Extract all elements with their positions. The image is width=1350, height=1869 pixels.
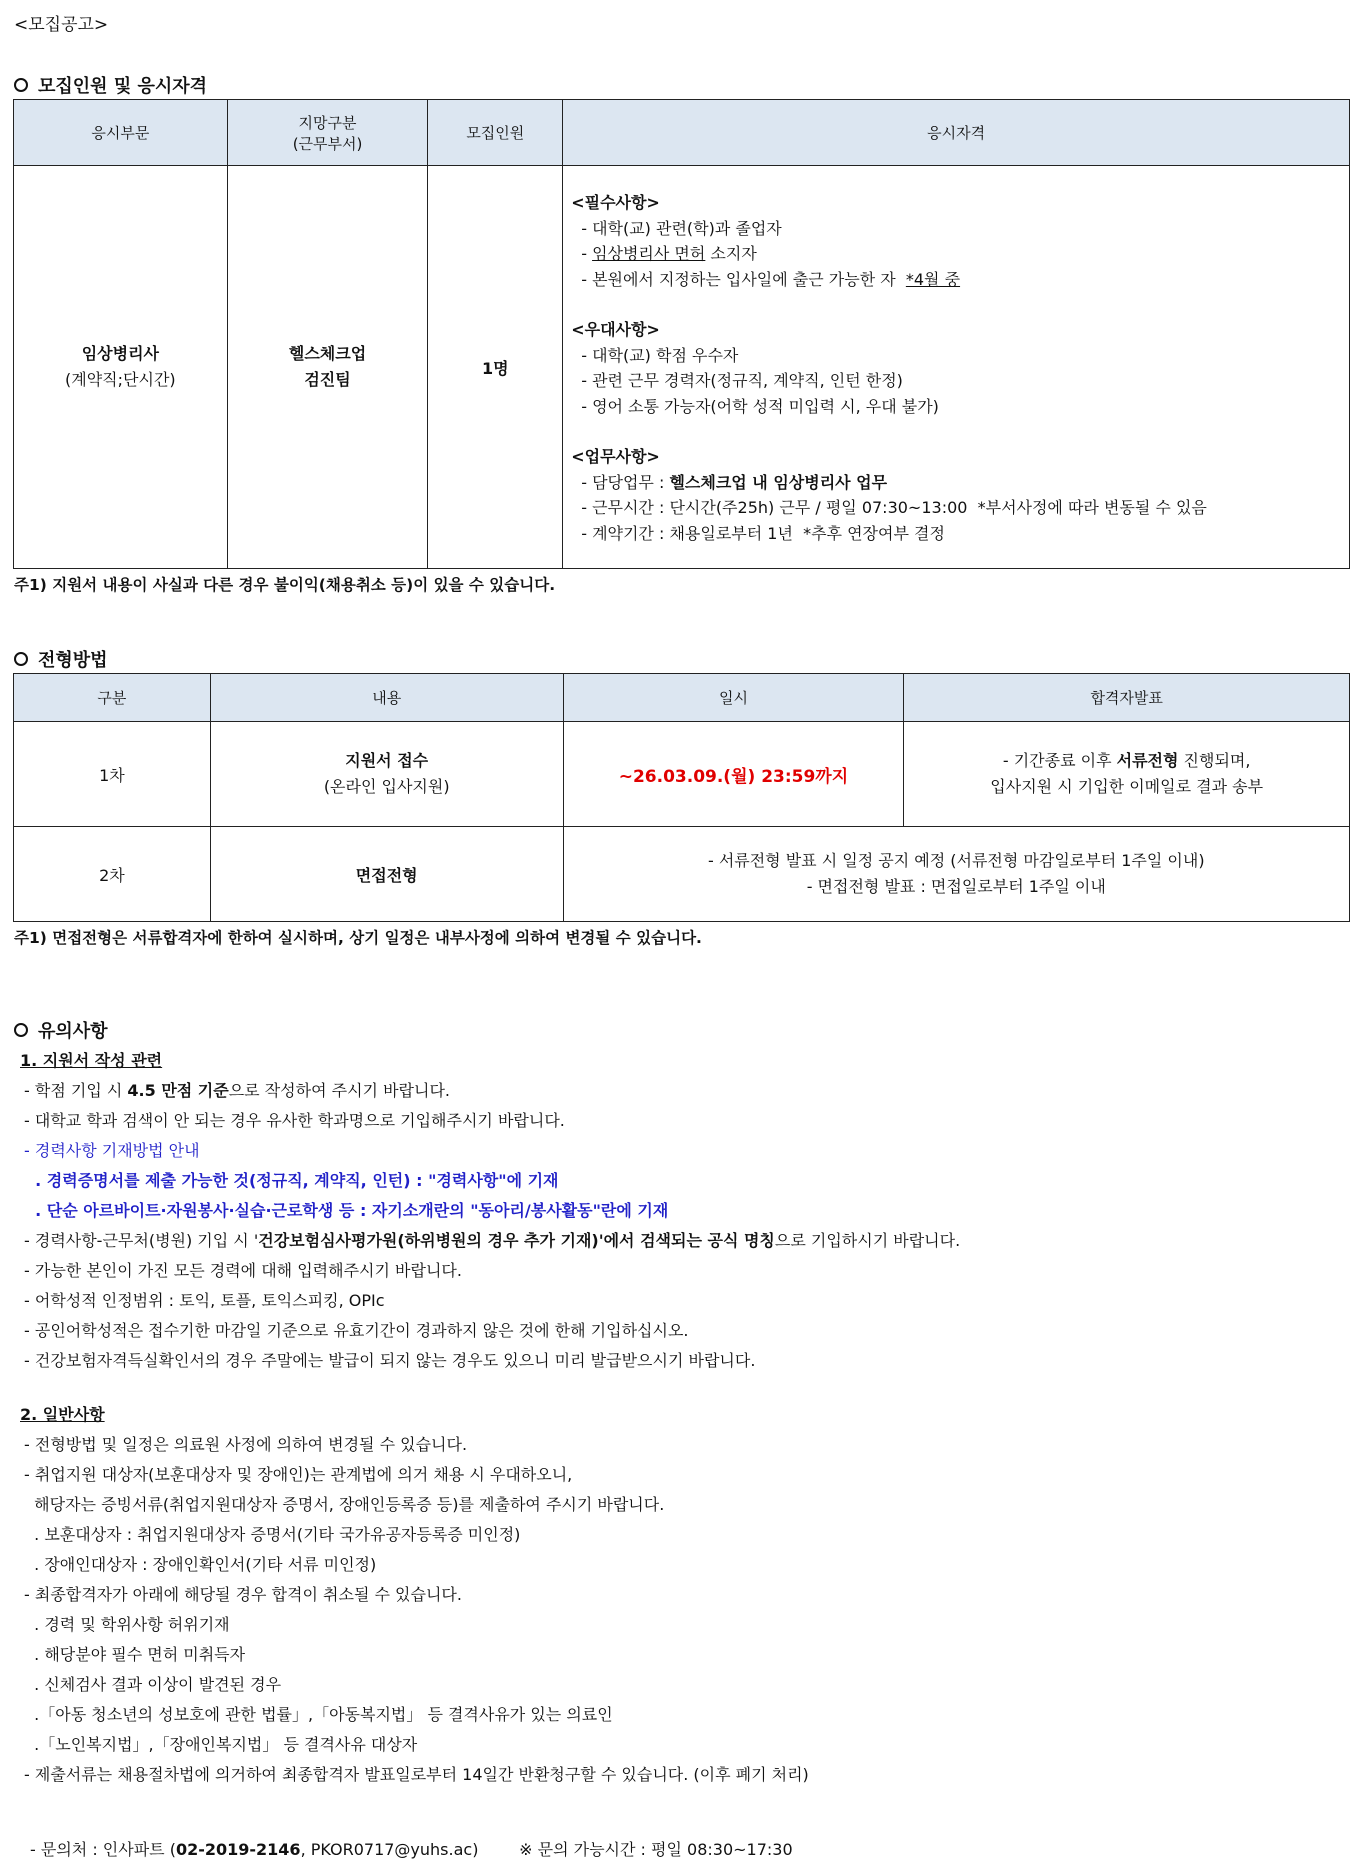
dept-cell [14, 166, 228, 569]
header-pref [227, 100, 428, 166]
l6-bold: 건강보험심사평가원(하위병원의 경우 추가 기재)'에서 검색되는 공식 명칭 [258, 1231, 775, 1250]
note-line [24, 1076, 960, 1106]
note-line: . 신체검사 결과 이상이 발견된 경우 [24, 1675, 282, 1694]
note-line: . 단순 아르바이트·자원봉사·실습·근로학생 등 : 자기소개란의 "동아리/봉사활동"란에 기재 [24, 1201, 669, 1220]
deadline: ~26.03.09.(월) 23:59까지 [618, 766, 849, 787]
table-row [14, 722, 1350, 827]
note-line: - 건강보험자격득실확인서의 경우 주말에는 발급이 되지 않는 경우도 있으니 미리 발급받으시기 바랍니다. [24, 1351, 756, 1370]
duty-line: - 계약기간 : 채용일로부터 1년 *추후 연장여부 결정 [581, 523, 945, 543]
result-bold: 서류전형 [1116, 751, 1179, 770]
required-title: <필수사항> [571, 193, 660, 212]
note-line: . 경력증명서를 제출 가능한 것(정규직, 계약직, 인턴) : "경력사항"에 기재 [24, 1171, 559, 1190]
note-line: . 경력 및 학위사항 허위기재 [24, 1615, 230, 1634]
note-line: - 제출서류는 채용절차법에 의거하여 최종합격자 발표일로부터 14일간 반환청구할 수 있습니다. (이후 폐기 처리) [24, 1765, 809, 1784]
pref-line: - 대학(교) 학점 우수자 [581, 345, 739, 365]
header-content: 내용 [210, 674, 563, 722]
section-heading-notes [14, 1017, 108, 1043]
qualification-cell [563, 166, 1350, 569]
header-result: 합격자발표 [904, 674, 1350, 722]
stage-cell: 1차 [14, 722, 211, 827]
section-title: 유의사항 [38, 1021, 108, 1042]
duty1-bold: 헬스체크업 내 임상병리사 업무 [669, 472, 888, 492]
header-pref-line1: 지망구분 [298, 113, 357, 132]
note-line: 해당자는 증빙서류(취업지원대상자 증명서, 장애인등록증 등)를 제출하여 주시기 바랍니다. [24, 1495, 665, 1514]
note-line: - 어학성적 인정범위 : 토익, 토플, 토익스피킹, OPIc [24, 1291, 385, 1310]
selection-table [13, 673, 1350, 922]
header-pref-line2: (근무부서) [292, 134, 363, 153]
content-main: 지원서 접수 [345, 751, 429, 770]
header-dept: 응시부문 [14, 100, 228, 166]
req3-underlined: *4월 중 [905, 269, 961, 289]
pref-title: <우대사항> [571, 320, 660, 339]
req3-prefix: - 본원에서 지정하는 입사일에 출근 가능한 자 [581, 269, 906, 289]
result-line2: 입사지원 시 기입한 이메일로 결과 송부 [990, 777, 1264, 796]
pref-line1: 헬스체크업 [288, 344, 367, 363]
note: 주1) 지원서 내용이 사실과 다른 경우 불이익(채용취소 등)이 있을 수 있습니다. [14, 576, 556, 594]
date-cell [563, 722, 904, 827]
header-qual: 응시자격 [563, 100, 1350, 166]
content-cell [210, 722, 563, 827]
note-line: .「노인복지법」,「장애인복지법」 등 결격사유 대상자 [24, 1735, 418, 1754]
note-line: . 해당분야 필수 면허 미취득자 [24, 1645, 246, 1664]
note-line: - 최종합격자가 아래에 해당될 경우 합격이 취소될 수 있습니다. [24, 1585, 462, 1604]
table-row [14, 827, 1350, 922]
dept-main: 임상병리사 [81, 344, 159, 363]
circle-bullet-icon [14, 652, 28, 666]
note-line: - 공인어학성적은 접수기한 마감일 기준으로 유효기간이 경과하지 않은 것에 한해 기입하십시오. [24, 1321, 689, 1340]
note-line: - 전형방법 및 일정은 의료원 사정에 의하여 변경될 수 있습니다. [24, 1435, 468, 1454]
duty-line: - 근무시간 : 단시간(주25h) 근무 / 평일 07:30~13:00 *부서사정에 따라 변동될 수 있음 [581, 498, 1207, 517]
contact-info [30, 1837, 793, 1860]
info-cell [563, 827, 1349, 922]
pref-line2: 검진팀 [304, 370, 351, 389]
req-line [571, 267, 1349, 293]
notes-part2 [20, 1400, 809, 1790]
req2-underlined: 임상병리사 면허 [592, 244, 706, 263]
content-sub: (온라인 입사지원) [323, 777, 450, 796]
duty-title: <업무사항> [571, 447, 660, 466]
notes-part1 [20, 1046, 961, 1376]
circle-bullet-icon [14, 1023, 28, 1037]
duty1-prefix: - 담당업무 : [581, 472, 670, 492]
req-line: - 대학(교) 관련(학)과 졸업자 [581, 218, 782, 238]
circle-bullet-icon [14, 78, 28, 92]
content-cell: 면접전형 [210, 827, 563, 922]
pref-cell [227, 166, 428, 569]
l1-bold: 4.5 만점 기준 [127, 1081, 229, 1100]
note: 주1) 면접전형은 서류합격자에 한하여 실시하며, 상기 일정은 내부사정에 의하여 변경될 수 있습니다. [14, 929, 702, 947]
result-cell [904, 722, 1350, 827]
section-title: 전형방법 [38, 650, 108, 671]
note-line: .「아동 청소년의 성보호에 관한 법률」,「아동복지법」 등 결격사유가 있는 의료인 [24, 1705, 613, 1724]
req2-prefix: - [581, 244, 593, 263]
section-title: 모집인원 및 응시자격 [38, 76, 208, 97]
stage-cell: 2차 [14, 827, 211, 922]
l6-prefix: - 경력사항-근무처(병원) 기입 시 ' [24, 1231, 259, 1250]
count-cell: 1명 [428, 166, 563, 569]
l1-suffix: 으로 작성하여 주시기 바랍니다. [228, 1081, 450, 1100]
header-stage: 구분 [14, 674, 211, 722]
pref-line: - 영어 소통 가능자(어학 성적 미입력 시, 우대 불가) [581, 396, 939, 416]
result-line1 [905, 748, 1348, 774]
part-title: 1. 지원서 작성 관련 [20, 1051, 163, 1070]
contact-phone: 02-2019-2146 [175, 1840, 301, 1859]
l6-suffix: 으로 기입하시기 바랍니다. [774, 1231, 961, 1250]
table-header-row [14, 100, 1350, 166]
header-count: 모집인원 [428, 100, 563, 166]
part-title: 2. 일반사항 [20, 1405, 105, 1424]
table-row [14, 166, 1350, 569]
req-line [571, 241, 1349, 267]
note-line: - 가능한 본인이 가진 모든 경력에 대해 입력해주시기 바랍니다. [24, 1261, 462, 1280]
info-line2: - 면접전형 발표 : 면접일로부터 1주일 이내 [806, 877, 1106, 896]
note-line: . 보훈대상자 : 취업지원대상자 증명서(기타 국가유공자등록증 미인정) [24, 1525, 521, 1544]
info-line1: - 서류전형 발표 시 일정 공지 예정 (서류전형 마감일로부터 1주일 이내) [707, 851, 1205, 870]
req2-suffix: 소지자 [705, 244, 757, 263]
note-line: - 경력사항 기재방법 안내 [24, 1141, 200, 1160]
contact-hours: ※ 문의 가능시간 : 평일 08:30~17:30 [519, 1840, 793, 1859]
note-line [24, 1226, 960, 1256]
section-heading-positions [14, 72, 207, 98]
pref-line: - 관련 근무 경력자(정규직, 계약직, 인턴 한정) [581, 371, 903, 390]
l1-prefix: - 학점 기입 시 [24, 1081, 128, 1100]
note-line: - 대학교 학과 검색이 안 되는 경우 유사한 학과명으로 기입해주시기 바랍니다. [24, 1111, 565, 1130]
contact-email: , PKOR0717@yuhs.ac) [300, 1840, 479, 1859]
section-heading-selection [14, 646, 108, 672]
header-date: 일시 [563, 674, 904, 722]
notice-title: <모집공고> [14, 15, 109, 35]
result-suffix: 진행되며, [1178, 751, 1251, 770]
positions-table [13, 99, 1350, 569]
result-prefix: - 기간종료 이후 [1002, 751, 1117, 770]
note-line: - 취업지원 대상자(보훈대상자 및 장애인)는 관계법에 의거 채용 시 우대하오니, [24, 1465, 573, 1484]
contact-prefix: - 문의처 : 인사파트 ( [30, 1840, 176, 1859]
duty-line [571, 470, 1349, 496]
dept-sub: (계약직;단시간) [65, 370, 176, 389]
note-line: . 장애인대상자 : 장애인확인서(기타 서류 미인정) [24, 1555, 377, 1574]
table-header-row [14, 674, 1350, 722]
